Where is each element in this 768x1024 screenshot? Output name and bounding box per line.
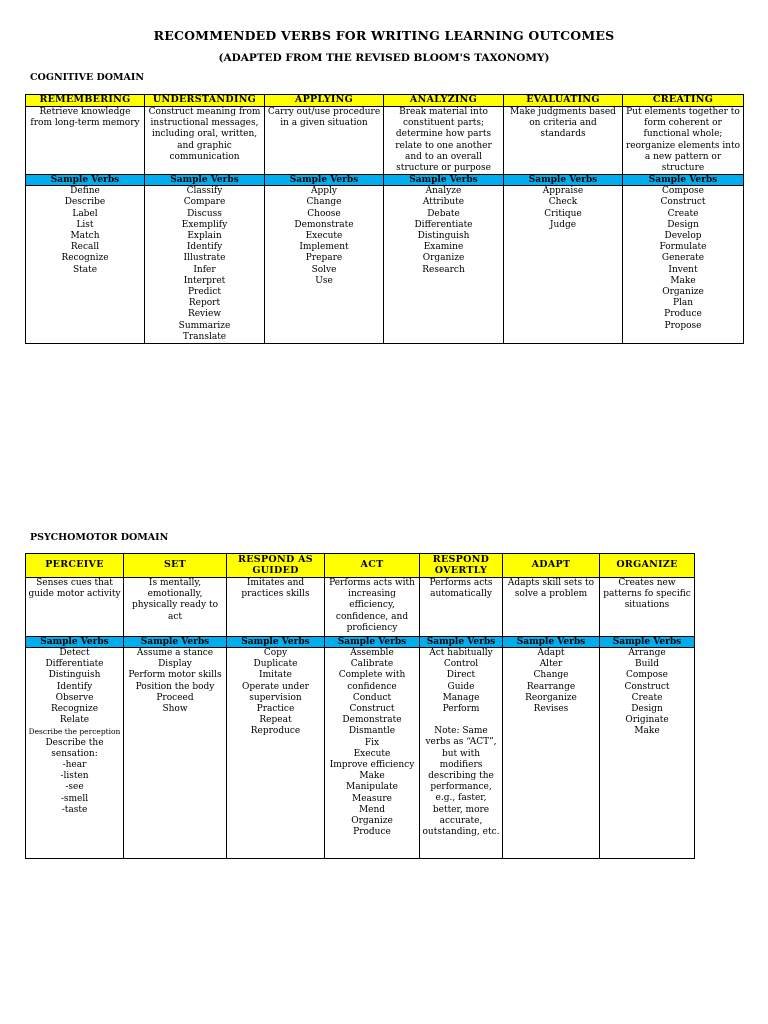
verb-item: Describe [64, 197, 106, 208]
sample-verbs-label: Sample Verbs [600, 637, 695, 648]
verb-item: Attribute [422, 197, 465, 208]
verb-item: Recognize [50, 704, 99, 715]
verb-item: Recall [70, 242, 100, 253]
verb-item: Conduct [352, 692, 392, 703]
verb-list [623, 186, 744, 344]
verb-item: Alter [539, 659, 563, 670]
verb-item: Repeat [259, 715, 292, 726]
sample-verbs-label: Sample Verbs [623, 175, 744, 186]
verb-item: Arrange [628, 648, 666, 658]
verb-item: Review [187, 309, 222, 320]
column-description: Retrieve knowledge from long-term memory [26, 107, 145, 175]
verb-item: Recognize [61, 253, 109, 264]
verb-item: Copy [263, 648, 288, 658]
verb-item: Demonstrate [294, 219, 354, 230]
verb-item: Discuss [187, 208, 222, 219]
verb-item: Produce [353, 827, 391, 838]
verb-item: Fix [364, 737, 380, 748]
verb-item: Construct [624, 681, 670, 692]
verb-item: Apply [311, 186, 337, 197]
psychomotor-sample-row [26, 637, 695, 648]
verb-item: Report [188, 298, 221, 309]
verb-item: Dismantle [348, 726, 396, 737]
cognitive-header-row [26, 95, 744, 107]
verb-item: Invent [668, 264, 698, 275]
psychomotor-domain-label: PSYCHOMOTOR DOMAIN [30, 532, 169, 543]
verb-item: Make [634, 726, 660, 737]
verb-item: Organize [422, 253, 465, 264]
column-header: ACT [325, 554, 420, 578]
verb-item: Originate [625, 715, 669, 726]
verb-item: -listen [60, 771, 89, 782]
column-header: ADAPT [503, 554, 600, 578]
verb-item: Adapt [537, 648, 565, 658]
sample-verbs-label: Sample Verbs [227, 637, 325, 648]
verb-item: Improve efficiency [329, 760, 415, 771]
verb-item: Practice [256, 704, 295, 715]
verb-item: Implement [299, 242, 349, 253]
cognitive-sample-row [26, 175, 744, 186]
verb-item: Make [670, 275, 696, 286]
verb-item: Distinguish [417, 231, 470, 242]
column-description: Construct meaning from instructional messages, including oral, written, and graphic communication [145, 107, 265, 175]
sample-verbs-label: Sample Verbs [265, 175, 384, 186]
verb-item: Research [422, 264, 465, 275]
verb-item: Develop [664, 231, 702, 242]
verb-item: Explain [187, 231, 222, 242]
verb-item: Design [667, 219, 699, 230]
cognitive-verbs-row [26, 186, 744, 344]
verb-item: Use [315, 275, 333, 286]
column-description: Is mentally, emotionally, physically ready to act [124, 578, 227, 637]
column-header: REMEMBERING [26, 95, 145, 107]
verb-item: sensation: [51, 748, 98, 759]
verb-item: List [76, 219, 94, 230]
verb-item: Design [631, 704, 663, 715]
column-header: SET [124, 554, 227, 578]
verb-list [504, 186, 623, 344]
verb-item: Describe the [45, 737, 104, 748]
sample-verbs-label: Sample Verbs [384, 175, 504, 186]
verb-item: Label [72, 208, 98, 219]
column-header: RESPOND AS GUIDED [227, 554, 325, 578]
verb-item: Relate [59, 715, 90, 726]
verb-item: Perform [442, 704, 480, 715]
column-description: Performs acts with increasing efficiency, confidence, and proficiency [325, 578, 420, 637]
verb-note-small: Describe the perception [28, 727, 121, 737]
verb-item: Define [70, 186, 100, 197]
verb-item: Manipulate [345, 782, 398, 793]
sample-verbs-label: Sample Verbs [26, 175, 145, 186]
column-description: Imitates and practices skills [227, 578, 325, 637]
verb-item: Construct [349, 704, 395, 715]
verb-item: Translate [182, 331, 227, 342]
verb-item: Perform motor skills [128, 670, 222, 681]
verb-item: Proceed [156, 692, 194, 703]
cognitive-description-row [26, 107, 744, 175]
verb-item: Exemplify [181, 219, 228, 230]
verb-item: Create [631, 692, 663, 703]
document-title: RECOMMENDED VERBS FOR WRITING LEARNING OUTCOMES [153, 28, 615, 43]
column-description: Adapts skill sets to solve a problem [503, 578, 600, 637]
sample-verbs-label: Sample Verbs [26, 637, 124, 648]
verb-item: Assume a stance [136, 648, 214, 658]
column-header: RESPOND OVERTLY [420, 554, 503, 578]
verb-item: confidence [347, 681, 397, 692]
psychomotor-verbs-row [26, 648, 695, 859]
sample-verbs-label: Sample Verbs [503, 637, 600, 648]
verb-item: Observe [55, 692, 94, 703]
verb-item: Reorganize [525, 692, 577, 703]
verb-list [26, 648, 124, 859]
verb-item: Construct [660, 197, 706, 208]
column-header: ANALYZING [384, 95, 504, 107]
verb-item: Direct [446, 670, 476, 681]
verb-item: Solve [311, 264, 337, 275]
verb-item: Organize [351, 816, 393, 827]
verb-item: Propose [664, 320, 702, 331]
verb-list [26, 186, 145, 344]
verb-item: Complete with [338, 670, 406, 681]
column-description: Make judgments based on criteria and standards [504, 107, 623, 175]
verb-item: Compose [626, 670, 668, 681]
column-description: Carry out/use procedure in a given situation [265, 107, 384, 175]
verb-item: Match [70, 231, 100, 242]
verb-item: Choose [307, 208, 341, 219]
verb-item: Demonstrate [342, 715, 402, 726]
column-header: UNDERSTANDING [145, 95, 265, 107]
column-description: Senses cues that guide motor activity [26, 578, 124, 637]
sample-verbs-label: Sample Verbs [145, 175, 265, 186]
cognitive-domain-table [25, 94, 744, 344]
sample-verbs-label: Sample Verbs [420, 637, 503, 648]
verb-item: Detect [59, 648, 90, 658]
verb-item: Change [533, 670, 569, 681]
verb-item: Analyze [425, 186, 462, 197]
verb-item: Assemble [350, 648, 394, 658]
verb-item: Show [162, 704, 188, 715]
psychomotor-description-row [26, 578, 695, 637]
psychomotor-header-row [26, 554, 695, 578]
verb-item: Guide [447, 681, 475, 692]
verb-item: Position the body [135, 681, 215, 692]
verb-item: Revises [533, 704, 569, 715]
verb-item: Generate [661, 253, 705, 264]
document-subtitle: (ADAPTED FROM THE REVISED BLOOM'S TAXONOMY) [218, 52, 550, 64]
verb-item: Plan [672, 298, 694, 309]
verb-item: Execute [353, 748, 391, 759]
verb-item: Display [158, 659, 192, 670]
verb-item: -hear [62, 760, 87, 771]
verb-item: Compare [183, 197, 226, 208]
verb-item: Distinguish [48, 670, 101, 681]
verb-list [325, 648, 420, 859]
column-description: Creates new patterns fo specific situations [600, 578, 695, 637]
verb-list [503, 648, 600, 859]
verb-item: Check [548, 197, 578, 208]
column-header: APPLYING [265, 95, 384, 107]
verb-item: Rearrange [526, 681, 576, 692]
verb-item: Measure [352, 793, 392, 804]
verb-list [420, 648, 503, 859]
column-description: Put elements together to form coherent or functional whole; reorganize elements into a new pattern or structure [623, 107, 744, 175]
column-header: EVALUATING [504, 95, 623, 107]
verb-item: Prepare [305, 253, 343, 264]
verb-item: Change [306, 197, 342, 208]
verb-item: Control [443, 659, 479, 670]
sample-verbs-label: Sample Verbs [504, 175, 623, 186]
verb-item: Identify [186, 242, 223, 253]
verb-item: Manage [442, 692, 480, 703]
verb-item: Critique [544, 208, 582, 219]
verb-item: Make [359, 771, 385, 782]
column-header: CREATING [623, 95, 744, 107]
verb-item: Differentiate [414, 219, 473, 230]
verb-item: Infer [193, 264, 216, 275]
column-description: Break material into constituent parts; determine how parts relate to one another and to an overall structure or purpose [384, 107, 504, 175]
verb-item: Interpret [183, 275, 226, 286]
verb-item: Duplicate [253, 659, 298, 670]
verb-item: -smell [60, 793, 89, 804]
verb-item: -taste [61, 804, 88, 815]
sample-verbs-label: Sample Verbs [124, 637, 227, 648]
verb-item: Summarize [178, 320, 231, 331]
verb-item: Act habitually [429, 648, 493, 658]
column-header: PERCEIVE [26, 554, 124, 578]
verb-item: Formulate [659, 242, 707, 253]
verb-item: -see [65, 782, 84, 793]
verb-item: Imitate [259, 670, 292, 681]
verb-item: Compose [662, 186, 704, 197]
column-description: Performs acts automatically [420, 578, 503, 637]
verb-note: Note: Same verbs as “ACT”, but with modifiers describing the performance, e.g., faster, better, more accurate, outstanding, etc. [422, 726, 500, 838]
verb-item: Predict [188, 287, 221, 298]
cognitive-domain-label: COGNITIVE DOMAIN [30, 72, 145, 83]
verb-item: Examine [423, 242, 464, 253]
verb-list [124, 648, 227, 859]
verb-list [145, 186, 265, 344]
verb-item: Organize [662, 287, 704, 298]
verb-item: Reproduce [250, 726, 301, 737]
verb-item: Calibrate [350, 659, 394, 670]
verb-item: Appraise [542, 186, 584, 197]
verb-item: Differentiate [45, 659, 104, 670]
verb-item: supervision [249, 692, 302, 703]
verb-item: Operate under [242, 681, 309, 692]
verb-item: Produce [664, 309, 702, 320]
verb-item: Mend [358, 804, 386, 815]
verb-list [265, 186, 384, 344]
verb-item: Judge [549, 219, 577, 230]
sample-verbs-label: Sample Verbs [325, 637, 420, 648]
verb-item: State [72, 264, 98, 275]
column-header: ORGANIZE [600, 554, 695, 578]
verb-item: Build [635, 659, 659, 670]
verb-item: Debate [427, 208, 460, 219]
verb-item: Classify [186, 186, 223, 197]
psychomotor-domain-table [25, 553, 695, 859]
verb-item: Create [667, 208, 699, 219]
verb-list [600, 648, 695, 859]
verb-item: Illustrate [183, 253, 226, 264]
verb-item: Execute [305, 231, 343, 242]
verb-list [227, 648, 325, 859]
verb-item: Identify [56, 681, 93, 692]
verb-list [384, 186, 504, 344]
